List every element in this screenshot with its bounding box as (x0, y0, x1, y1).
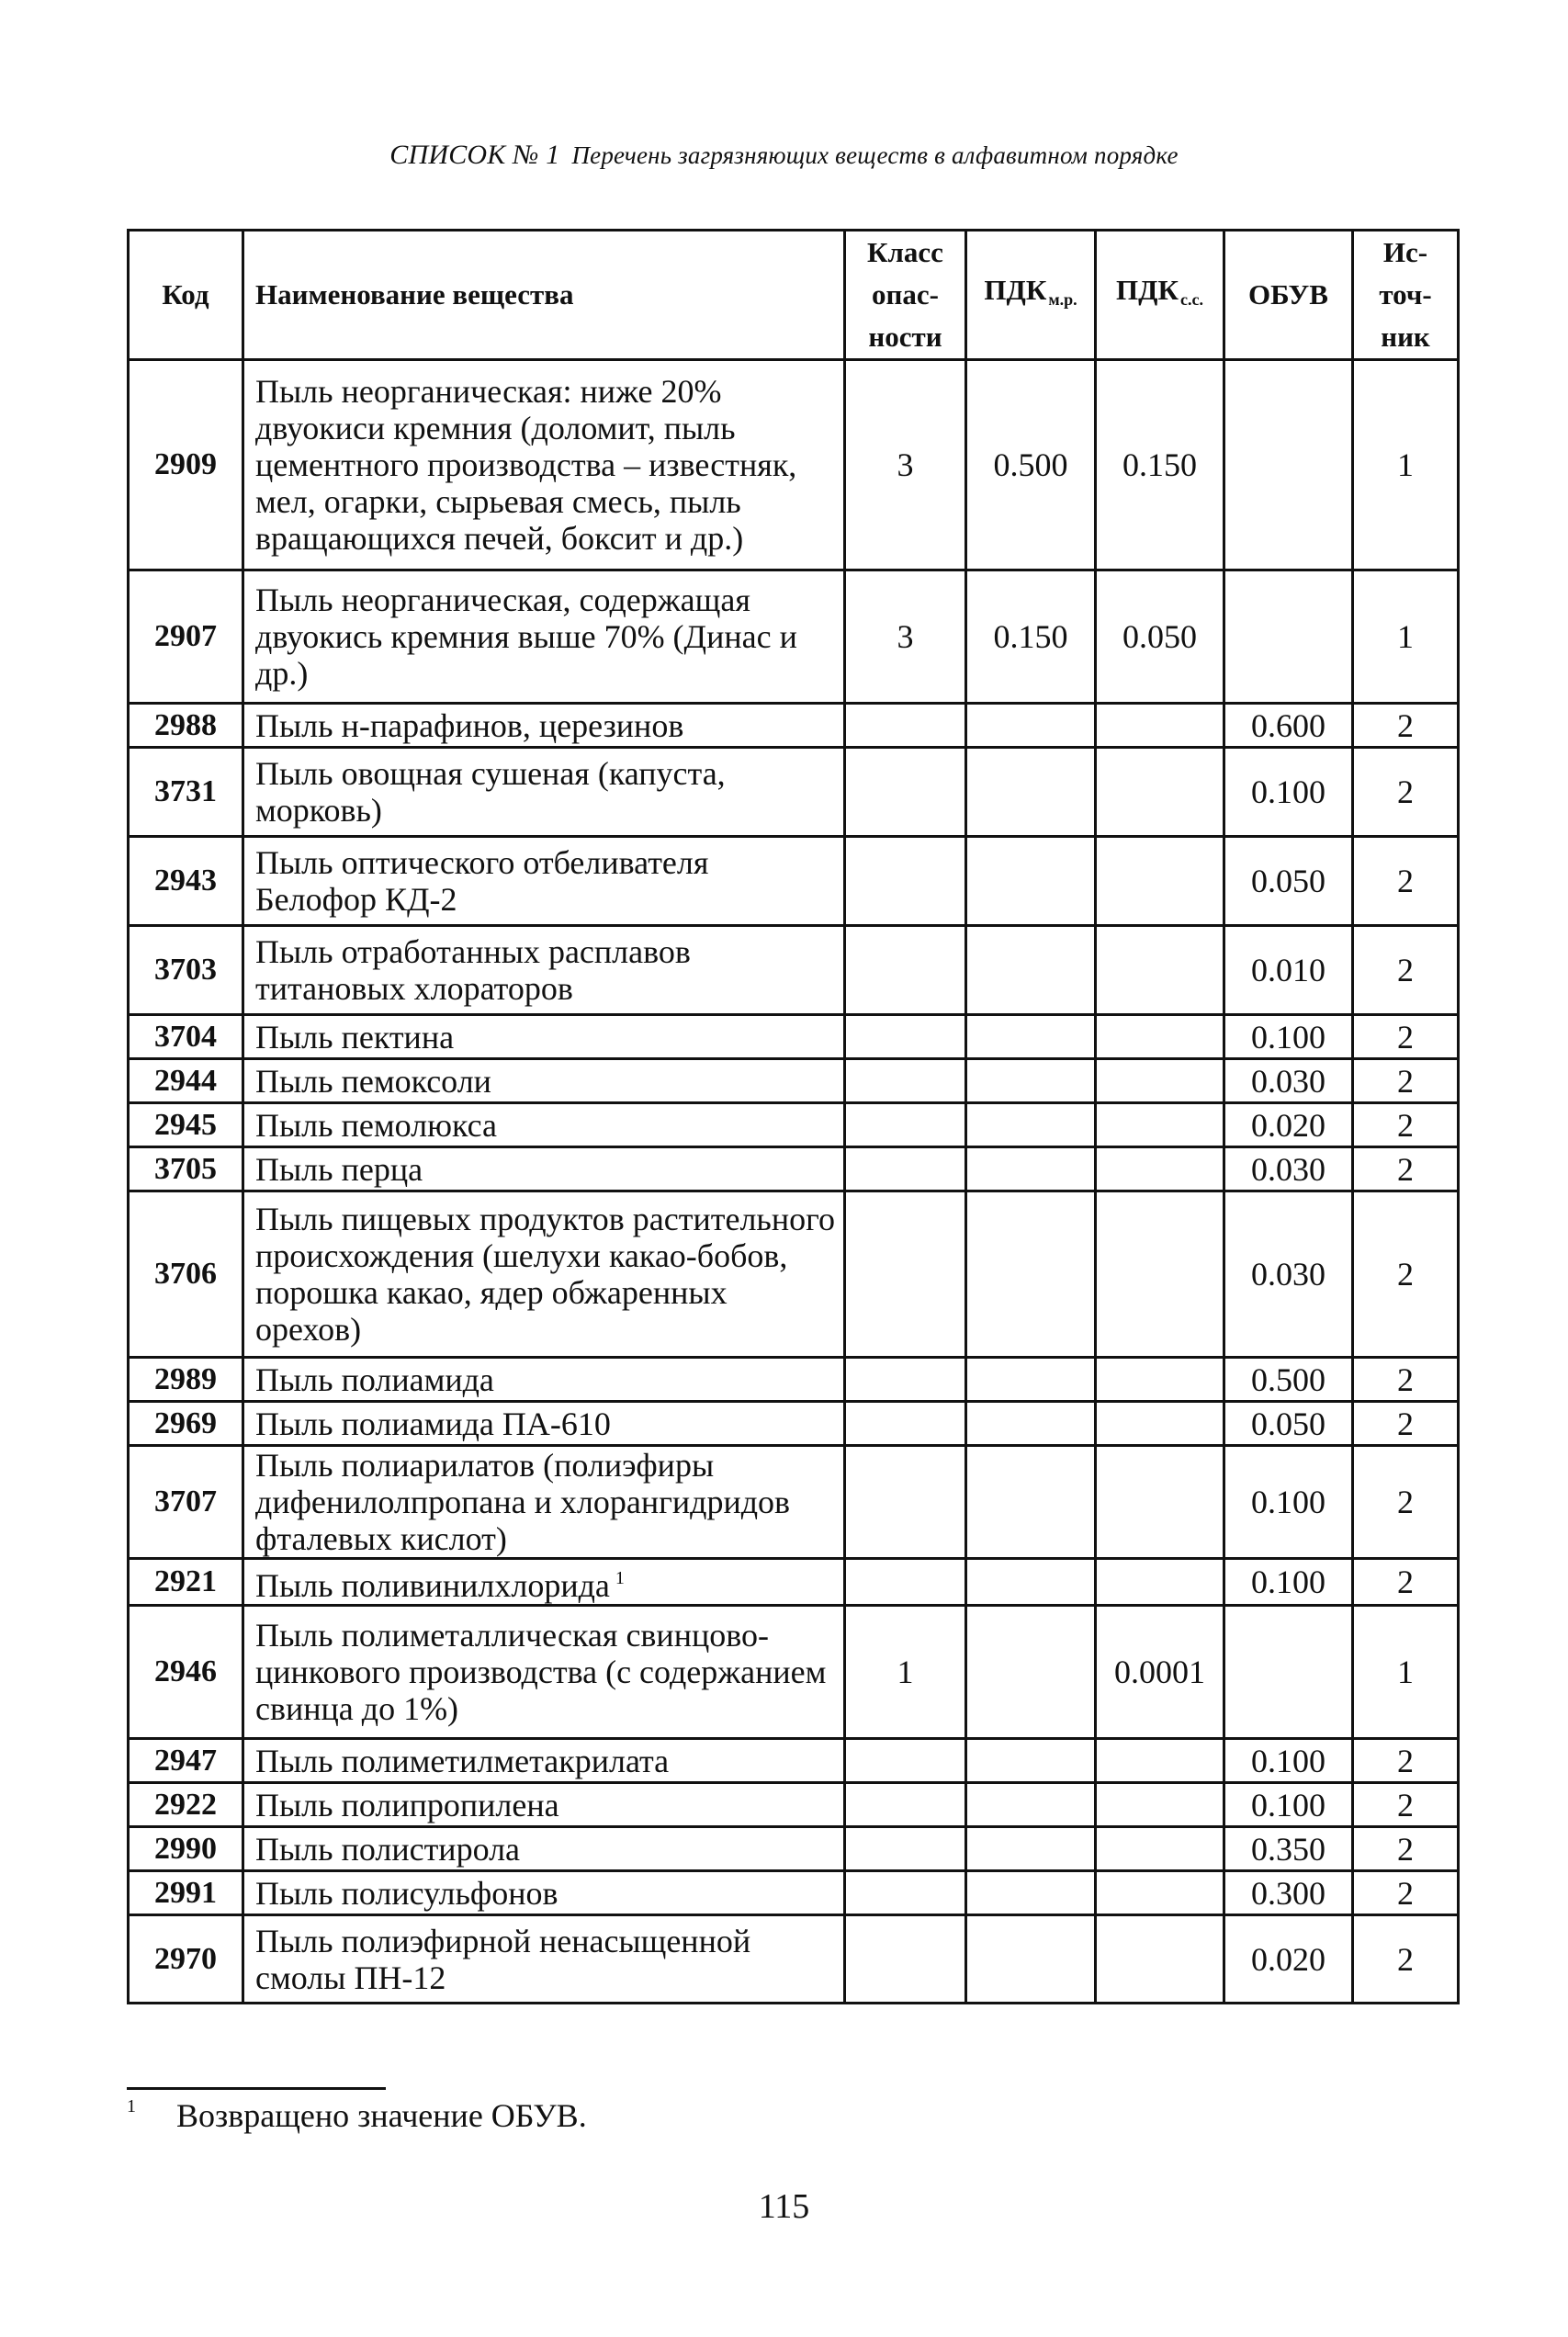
col-header-pdk-ss: ПДК $_{с.с.}$ (1096, 231, 1224, 360)
table-row (129, 1606, 1459, 1739)
code-cell: 3706 (129, 1191, 243, 1358)
code-cell: 2909 (129, 360, 243, 570)
hazard-class-cell (845, 1103, 966, 1147)
obuv-cell (1224, 360, 1353, 570)
pdk-ss-cell (1096, 1871, 1224, 1915)
header-row (129, 231, 1459, 360)
pdk-ss-cell: 0.050 (1096, 570, 1224, 704)
table-row (129, 1559, 1459, 1606)
pdk-ss-cell (1096, 926, 1224, 1015)
table-row (129, 1103, 1459, 1147)
pdk-ss-cell (1096, 1015, 1224, 1059)
substances-table (127, 229, 1460, 2004)
source-cell: 2 (1353, 1783, 1459, 1827)
hazard-class-cell (845, 1739, 966, 1783)
source-cell: 2 (1353, 1147, 1459, 1191)
pdk-mr-cell: 0.150 (966, 570, 1096, 704)
hazard-class-cell (845, 704, 966, 748)
hazard-class-cell (845, 1147, 966, 1191)
code-cell: 2921 (129, 1559, 243, 1606)
pdk-mr-cell (966, 1915, 1096, 2004)
code-cell: 3707 (129, 1446, 243, 1559)
obuv-cell: 0.100 (1224, 1783, 1353, 1827)
source-cell: 1 (1353, 360, 1459, 570)
source-cell: 2 (1353, 1871, 1459, 1915)
obuv-cell: 0.600 (1224, 704, 1353, 748)
source-cell: 2 (1353, 748, 1459, 837)
source-cell: 2 (1353, 926, 1459, 1015)
hazard-class-cell (845, 1827, 966, 1871)
table-row (129, 1358, 1459, 1402)
code-cell: 3705 (129, 1147, 243, 1191)
obuv-cell: 0.300 (1224, 1871, 1353, 1915)
pdk-ss-cell (1096, 1827, 1224, 1871)
obuv-cell: 0.010 (1224, 926, 1353, 1015)
col-header-pdk-mr: ПДК $_{м.р.}$ (966, 231, 1096, 360)
pdk-mr-cell (966, 704, 1096, 748)
pdk-ss-cell (1096, 1147, 1224, 1191)
hazard-class-cell (845, 1015, 966, 1059)
table-row (129, 1191, 1459, 1358)
pdk-mr-cell (966, 1191, 1096, 1358)
hazard-class-cell (845, 926, 966, 1015)
pdk-ss-cell (1096, 704, 1224, 748)
table-row (129, 748, 1459, 837)
hazard-class-cell (845, 1191, 966, 1358)
source-cell: 2 (1353, 1446, 1459, 1559)
pdk-mr-cell (966, 1783, 1096, 1827)
hazard-class-cell: 1 (845, 1606, 966, 1739)
pdk-ss-cell: 0.0001 (1096, 1606, 1224, 1739)
code-cell: 2922 (129, 1783, 243, 1827)
list-number: СПИСОК № 1 (389, 140, 560, 170)
source-cell: 2 (1353, 1358, 1459, 1402)
name-cell: Пыль полипропилена (243, 1783, 845, 1827)
pdk-mr-cell (966, 837, 1096, 926)
table-row (129, 1402, 1459, 1446)
pdk-ss-cell (1096, 1103, 1224, 1147)
name-cell: Пыль овощная сушеная (капуста, морковь) (243, 748, 845, 837)
hazard-class-cell (845, 1059, 966, 1103)
code-cell: 2989 (129, 1358, 243, 1402)
name-cell: Пыль неорганическая: ниже 20% двуокиси кремния (доломит, пыль цементного производства – известняк, мел, огарки, сырьевая смесь, пыль вращающихся печей, боксит и др.) (243, 360, 845, 570)
hazard-class-cell: 3 (845, 360, 966, 570)
pdk-mr-cell (966, 1015, 1096, 1059)
footnote-divider (127, 2087, 386, 2090)
name-cell: Пыль полиметаллическая свинцово-цинкового производства (с содержанием свинца до 1%) (243, 1606, 845, 1739)
pdk-mr-cell (966, 1871, 1096, 1915)
code-cell: 2991 (129, 1871, 243, 1915)
obuv-cell: 0.500 (1224, 1358, 1353, 1402)
code-cell: 3704 (129, 1015, 243, 1059)
name-cell: Пыль оптического отбеливателя Белофор КД-2 (243, 837, 845, 926)
source-cell: 1 (1353, 1606, 1459, 1739)
name-cell: Пыль неорганическая, содержащая двуокись кремния выше 70% (Динас и др.) (243, 570, 845, 704)
pdk-ss-cell (1096, 1446, 1224, 1559)
footnote-reference: 1 (615, 1568, 625, 1588)
obuv-cell: 0.030 (1224, 1147, 1353, 1191)
code-cell: 2907 (129, 570, 243, 704)
pdk-ss-cell (1096, 1915, 1224, 2004)
code-cell: 2969 (129, 1402, 243, 1446)
name-cell: Пыль полиамида (243, 1358, 845, 1402)
obuv-cell: 0.020 (1224, 1915, 1353, 2004)
col-header-source: Ис- точ- ник (1353, 231, 1459, 360)
table-row (129, 1915, 1459, 2004)
name-cell: Пыль полиметилметакрилата (243, 1739, 845, 1783)
name-cell: Пыль пектина (243, 1015, 845, 1059)
name-cell: Пыль пемолюкса (243, 1103, 845, 1147)
obuv-cell: 0.030 (1224, 1191, 1353, 1358)
table-row (129, 1446, 1459, 1559)
table-row (129, 1015, 1459, 1059)
obuv-cell: 0.100 (1224, 1015, 1353, 1059)
obuv-cell: 0.020 (1224, 1103, 1353, 1147)
obuv-cell: 0.100 (1224, 1739, 1353, 1783)
pdk-mr-cell (966, 1147, 1096, 1191)
hazard-class-cell: 3 (845, 570, 966, 704)
code-cell: 2947 (129, 1739, 243, 1783)
source-cell: 2 (1353, 1739, 1459, 1783)
name-cell: Пыль отработанных расплавов титановых хлораторов (243, 926, 845, 1015)
name-cell: Пыль полиэфирной ненасыщенной смолы ПН-12 (243, 1915, 845, 2004)
pdk-ss-cell (1096, 1358, 1224, 1402)
obuv-cell: 0.350 (1224, 1827, 1353, 1871)
code-cell: 2970 (129, 1915, 243, 2004)
obuv-cell: 0.100 (1224, 1559, 1353, 1606)
table-row (129, 1871, 1459, 1915)
hazard-class-cell (845, 748, 966, 837)
footnote-text: Возвращено значение ОБУВ. (176, 2097, 587, 2134)
name-cell: Пыль полистирола (243, 1827, 845, 1871)
hazard-class-cell (845, 1559, 966, 1606)
table-row (129, 837, 1459, 926)
pdk-mr-cell (966, 1446, 1096, 1559)
col-header-code: Код (129, 231, 243, 360)
obuv-cell (1224, 570, 1353, 704)
pdk-mr-cell (966, 1103, 1096, 1147)
pdk-mr-cell (966, 926, 1096, 1015)
source-cell: 2 (1353, 1402, 1459, 1446)
footnote (127, 2096, 587, 2135)
pdk-mr-cell (966, 1559, 1096, 1606)
table-row (129, 360, 1459, 570)
footnote-mark: 1 (127, 2096, 136, 2117)
source-cell: 2 (1353, 704, 1459, 748)
obuv-cell: 0.050 (1224, 837, 1353, 926)
hazard-class-cell (845, 1402, 966, 1446)
pdk-ss-cell (1096, 1402, 1224, 1446)
pdk-ss-cell (1096, 1559, 1224, 1606)
name-cell: Пыль н-парафинов, церезинов (243, 704, 845, 748)
pdk-ss-cell: 0.150 (1096, 360, 1224, 570)
source-cell: 2 (1353, 1191, 1459, 1358)
name-cell: Пыль полиарилатов (полиэфиры дифенилолпропана и хлорангидридов фталевых кислот) (243, 1446, 845, 1559)
pdk-mr-cell (966, 748, 1096, 837)
hazard-class-cell (845, 1783, 966, 1827)
name-cell: Пыль пищевых продуктов растительного происхождения (шелухи какао-бобов, порошка какао, ядер обжаренных орехов) (243, 1191, 845, 1358)
obuv-cell: 0.030 (1224, 1059, 1353, 1103)
source-cell: 2 (1353, 837, 1459, 926)
table-row (129, 1827, 1459, 1871)
table-row (129, 1059, 1459, 1103)
running-header (0, 140, 1568, 171)
code-cell: 2944 (129, 1059, 243, 1103)
name-cell: Пыль полиамида ПА-610 (243, 1402, 845, 1446)
pdk-ss-cell (1096, 1191, 1224, 1358)
code-cell: 2943 (129, 837, 243, 926)
pdk-ss-cell (1096, 837, 1224, 926)
table-row (129, 704, 1459, 748)
hazard-class-cell (845, 837, 966, 926)
table-row (129, 1147, 1459, 1191)
name-cell: Пыль пемоксоли (243, 1059, 845, 1103)
pdk-ss-cell (1096, 1783, 1224, 1827)
name-cell: Пыль поливинилхлорида $^1$ (243, 1559, 845, 1606)
pdk-mr-cell (966, 1739, 1096, 1783)
page-number: 115 (758, 2187, 810, 2226)
code-cell: 2990 (129, 1827, 243, 1871)
table-row (129, 1783, 1459, 1827)
hazard-class-cell (845, 1446, 966, 1559)
col-header-name: Наименование вещества (243, 231, 845, 360)
code-cell: 3703 (129, 926, 243, 1015)
name-cell: Пыль полисульфонов (243, 1871, 845, 1915)
obuv-cell: 0.100 (1224, 1446, 1353, 1559)
table-row (129, 926, 1459, 1015)
pdk-ss-cell (1096, 1739, 1224, 1783)
code-cell: 2945 (129, 1103, 243, 1147)
obuv-cell (1224, 1606, 1353, 1739)
source-cell: 2 (1353, 1059, 1459, 1103)
obuv-cell: 0.050 (1224, 1402, 1353, 1446)
source-cell: 2 (1353, 1559, 1459, 1606)
pdk-mr-cell (966, 1059, 1096, 1103)
source-cell: 2 (1353, 1103, 1459, 1147)
obuv-cell: 0.100 (1224, 748, 1353, 837)
hazard-class-cell (845, 1915, 966, 2004)
col-header-hazard-class: Класс опас- ности (845, 231, 966, 360)
source-cell: 2 (1353, 1915, 1459, 2004)
pdk-mr-cell: 0.500 (966, 360, 1096, 570)
pdk-mr-cell (966, 1606, 1096, 1739)
source-cell: 1 (1353, 570, 1459, 704)
hazard-class-cell (845, 1358, 966, 1402)
pdk-ss-cell (1096, 748, 1224, 837)
pdk-mr-cell (966, 1402, 1096, 1446)
code-cell: 2988 (129, 704, 243, 748)
code-cell: 3731 (129, 748, 243, 837)
source-cell: 2 (1353, 1015, 1459, 1059)
table-row (129, 570, 1459, 704)
hazard-class-cell (845, 1871, 966, 1915)
col-header-obuv: ОБУВ (1224, 231, 1353, 360)
name-cell: Пыль перца (243, 1147, 845, 1191)
pdk-mr-cell (966, 1827, 1096, 1871)
list-title: Перечень загрязняющих веществ в алфавитном порядке (571, 141, 1179, 169)
source-cell: 2 (1353, 1827, 1459, 1871)
code-cell: 2946 (129, 1606, 243, 1739)
pdk-mr-cell (966, 1358, 1096, 1402)
pdk-ss-cell (1096, 1059, 1224, 1103)
table-row (129, 1739, 1459, 1783)
